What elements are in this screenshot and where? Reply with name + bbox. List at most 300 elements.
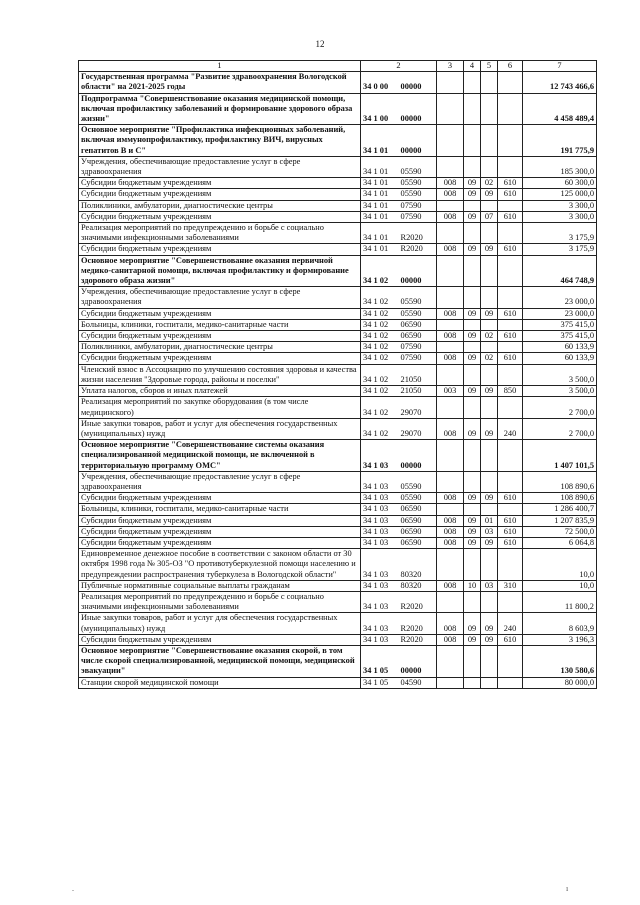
row-grbs-cell xyxy=(437,342,464,353)
row-grbs-cell xyxy=(437,125,464,157)
row-grbs-cell xyxy=(437,223,464,244)
row-grbs-cell xyxy=(437,504,464,515)
row-section-cell: 09 xyxy=(464,353,481,364)
row-subsection-cell: 02 xyxy=(481,331,498,342)
row-section-cell xyxy=(464,645,481,677)
table-row xyxy=(79,319,597,330)
row-name-cell: Подпрограмма "Совершенствование оказания медицинской помощи, включая профилактику заболеваний и формирование здорового образа жизни" xyxy=(79,93,361,125)
row-target-code-cell: 34 1 03 xyxy=(361,493,399,504)
row-name-cell: Субсидии бюджетным учреждениям xyxy=(79,353,361,364)
row-name-cell: Учреждения, обеспечивающие предоставление услуг в сфере здравоохранения xyxy=(79,287,361,308)
row-grbs-cell xyxy=(437,471,464,492)
row-name-cell: Основное мероприятие "Профилактика инфекционных заболеваний, включая иммунопрофилактику, профилактику ВИЧ, вирусных гепатитов В и С" xyxy=(79,125,361,157)
row-section-cell: 09 xyxy=(464,613,481,634)
row-target-code-cell: 34 1 02 xyxy=(361,287,399,308)
row-expense-type-cell xyxy=(498,125,523,157)
row-name-cell: Станции скорой медицинской помощи xyxy=(79,677,361,688)
header-col-5: 5 xyxy=(481,61,498,72)
row-name-cell: Основное мероприятие "Совершенствование оказания скорой, в том числе скорой специализированной, медицинской помощи, медицинской эвакуации" xyxy=(79,645,361,677)
row-name-cell: Поликлиники, амбулатории, диагностические центры xyxy=(79,200,361,211)
row-subsection-cell: 01 xyxy=(481,515,498,526)
row-subsection-cell xyxy=(481,364,498,385)
header-col-1: 1 xyxy=(79,61,361,72)
row-direction-code-cell: R2020 xyxy=(399,223,437,244)
row-direction-code-cell: 05590 xyxy=(399,308,437,319)
row-direction-code-cell: 06590 xyxy=(399,526,437,537)
row-name-cell: Субсидии бюджетным учреждениям xyxy=(79,526,361,537)
row-target-code-cell: 34 1 03 xyxy=(361,634,399,645)
row-name-cell: Субсидии бюджетным учреждениям xyxy=(79,537,361,548)
row-name-cell: Субсидии бюджетным учреждениям xyxy=(79,308,361,319)
row-direction-code-cell: 07590 xyxy=(399,342,437,353)
row-direction-code-cell: 00000 xyxy=(399,93,437,125)
row-section-cell: 09 xyxy=(464,634,481,645)
row-subsection-cell xyxy=(481,287,498,308)
row-name-cell: Реализация мероприятий по закупке оборудования (в том числе медицинского) xyxy=(79,397,361,418)
row-amount-cell: 2 700,0 xyxy=(523,418,597,439)
table-row xyxy=(79,308,597,319)
row-amount-cell: 464 748,9 xyxy=(523,255,597,287)
table-row xyxy=(79,223,597,244)
row-expense-type-cell: 610 xyxy=(498,244,523,255)
table-row xyxy=(79,72,597,93)
row-section-cell xyxy=(464,72,481,93)
row-direction-code-cell: 06590 xyxy=(399,319,437,330)
row-name-cell: Учреждения, обеспечивающие предоставление услуг в сфере здравоохранения xyxy=(79,471,361,492)
table-row xyxy=(79,515,597,526)
row-subsection-cell: 03 xyxy=(481,580,498,591)
row-subsection-cell: 09 xyxy=(481,634,498,645)
row-direction-code-cell: R2020 xyxy=(399,634,437,645)
scan-mark-left: . xyxy=(72,884,74,893)
row-subsection-cell xyxy=(481,645,498,677)
row-expense-type-cell xyxy=(498,223,523,244)
row-section-cell: 09 xyxy=(464,331,481,342)
row-target-code-cell: 34 1 03 xyxy=(361,613,399,634)
table-row xyxy=(79,580,597,591)
header-col-4: 4 xyxy=(464,61,481,72)
header-row xyxy=(79,61,597,72)
row-target-code-cell: 34 1 03 xyxy=(361,580,399,591)
row-amount-cell: 375 415,0 xyxy=(523,319,597,330)
row-direction-code-cell: 05590 xyxy=(399,189,437,200)
header-col-6: 6 xyxy=(498,61,523,72)
row-section-cell: 09 xyxy=(464,526,481,537)
row-target-code-cell: 34 1 03 xyxy=(361,504,399,515)
row-subsection-cell: 09 xyxy=(481,244,498,255)
row-amount-cell: 11 800,2 xyxy=(523,591,597,612)
row-section-cell: 09 xyxy=(464,537,481,548)
row-target-code-cell: 34 1 02 xyxy=(361,331,399,342)
table-row xyxy=(79,504,597,515)
row-expense-type-cell xyxy=(498,200,523,211)
row-target-code-cell: 34 1 01 xyxy=(361,156,399,177)
table-row xyxy=(79,526,597,537)
row-subsection-cell xyxy=(481,255,498,287)
table-row xyxy=(79,255,597,287)
row-name-cell: Субсидии бюджетным учреждениям xyxy=(79,189,361,200)
row-subsection-cell xyxy=(481,93,498,125)
page-number: 12 xyxy=(315,39,325,49)
row-target-code-cell: 34 1 02 xyxy=(361,386,399,397)
row-expense-type-cell xyxy=(498,471,523,492)
row-name-cell: Субсидии бюджетным учреждениям xyxy=(79,331,361,342)
row-direction-code-cell: 06590 xyxy=(399,515,437,526)
row-name-cell: Субсидии бюджетным учреждениям xyxy=(79,634,361,645)
row-subsection-cell: 02 xyxy=(481,353,498,364)
row-grbs-cell xyxy=(437,93,464,125)
row-target-code-cell: 34 1 02 xyxy=(361,353,399,364)
row-target-code-cell: 34 1 02 xyxy=(361,342,399,353)
row-target-code-cell: 34 1 00 xyxy=(361,93,399,125)
row-subsection-cell xyxy=(481,471,498,492)
row-direction-code-cell: 21050 xyxy=(399,364,437,385)
row-name-cell: Основное мероприятие "Совершенствование системы оказания специализированной медицинской помощи, не включенной в территориальную программу ОМС" xyxy=(79,440,361,472)
table-row xyxy=(79,440,597,472)
row-subsection-cell xyxy=(481,591,498,612)
row-target-code-cell: 34 1 02 xyxy=(361,418,399,439)
table-row xyxy=(79,211,597,222)
row-direction-code-cell: 06590 xyxy=(399,331,437,342)
row-subsection-cell xyxy=(481,549,498,581)
row-section-cell xyxy=(464,364,481,385)
row-amount-cell: 3 196,3 xyxy=(523,634,597,645)
header-col-7: 7 xyxy=(523,61,597,72)
row-grbs-cell: 008 xyxy=(437,526,464,537)
row-grbs-cell xyxy=(437,397,464,418)
row-grbs-cell: 008 xyxy=(437,493,464,504)
row-expense-type-cell: 610 xyxy=(498,537,523,548)
row-grbs-cell xyxy=(437,156,464,177)
row-grbs-cell: 008 xyxy=(437,211,464,222)
row-name-cell: Больницы, клиники, госпитали, медико-санитарные части xyxy=(79,319,361,330)
table-row xyxy=(79,200,597,211)
row-amount-cell: 4 458 489,4 xyxy=(523,93,597,125)
table-row xyxy=(79,634,597,645)
row-expense-type-cell xyxy=(498,72,523,93)
row-target-code-cell: 34 0 00 xyxy=(361,72,399,93)
row-expense-type-cell xyxy=(498,549,523,581)
table-row xyxy=(79,353,597,364)
row-expense-type-cell xyxy=(498,255,523,287)
row-name-cell: Иные закупки товаров, работ и услуг для обеспечения государственных (муниципальных) нужд xyxy=(79,613,361,634)
row-amount-cell: 375 415,0 xyxy=(523,331,597,342)
row-target-code-cell: 34 1 01 xyxy=(361,125,399,157)
row-section-cell: 09 xyxy=(464,418,481,439)
row-target-code-cell: 34 1 02 xyxy=(361,397,399,418)
row-target-code-cell: 34 1 02 xyxy=(361,364,399,385)
row-direction-code-cell: 05590 xyxy=(399,156,437,177)
row-direction-code-cell: 29070 xyxy=(399,418,437,439)
row-subsection-cell xyxy=(481,342,498,353)
row-name-cell: Иные закупки товаров, работ и услуг для обеспечения государственных (муниципальных) нужд xyxy=(79,418,361,439)
row-expense-type-cell xyxy=(498,342,523,353)
row-subsection-cell xyxy=(481,677,498,688)
table-row xyxy=(79,287,597,308)
row-section-cell xyxy=(464,223,481,244)
row-amount-cell: 10,0 xyxy=(523,549,597,581)
row-grbs-cell: 008 xyxy=(437,634,464,645)
row-target-code-cell: 34 1 03 xyxy=(361,549,399,581)
budget-table-body xyxy=(79,61,597,689)
table-row xyxy=(79,178,597,189)
row-direction-code-cell: 00000 xyxy=(399,440,437,472)
row-grbs-cell xyxy=(437,645,464,677)
row-expense-type-cell: 610 xyxy=(498,189,523,200)
row-grbs-cell xyxy=(437,591,464,612)
row-amount-cell: 60 133,9 xyxy=(523,342,597,353)
row-amount-cell: 10,0 xyxy=(523,580,597,591)
row-amount-cell: 3 500,0 xyxy=(523,364,597,385)
row-expense-type-cell: 610 xyxy=(498,211,523,222)
row-target-code-cell: 34 1 01 xyxy=(361,223,399,244)
row-subsection-cell xyxy=(481,72,498,93)
row-grbs-cell xyxy=(437,72,464,93)
row-expense-type-cell: 610 xyxy=(498,634,523,645)
row-section-cell: 09 xyxy=(464,244,481,255)
row-grbs-cell: 008 xyxy=(437,613,464,634)
row-expense-type-cell: 610 xyxy=(498,353,523,364)
row-section-cell xyxy=(464,397,481,418)
table-row xyxy=(79,93,597,125)
row-name-cell: Учреждения, обеспечивающие предоставление услуг в сфере здравоохранения xyxy=(79,156,361,177)
row-grbs-cell xyxy=(437,319,464,330)
row-amount-cell: 3 500,0 xyxy=(523,386,597,397)
row-amount-cell: 3 175,9 xyxy=(523,244,597,255)
table-row xyxy=(79,342,597,353)
row-grbs-cell xyxy=(437,677,464,688)
row-expense-type-cell xyxy=(498,397,523,418)
row-section-cell xyxy=(464,156,481,177)
row-grbs-cell: 008 xyxy=(437,515,464,526)
row-name-cell: Единовременное денежное пособие в соответствии с законом области от 30 октября 1998 года № 305-ОЗ "О противотуберкулезной помощи населению и предупреждении распространения туберкулеза в Вологодской области" xyxy=(79,549,361,581)
row-subsection-cell: 09 xyxy=(481,613,498,634)
row-direction-code-cell: 06590 xyxy=(399,537,437,548)
row-subsection-cell xyxy=(481,156,498,177)
row-target-code-cell: 34 1 03 xyxy=(361,591,399,612)
row-name-cell: Реализация мероприятий по предупреждению и борьбе с социально значимыми инфекционными заболеваниями xyxy=(79,591,361,612)
row-amount-cell: 23 000,0 xyxy=(523,287,597,308)
row-subsection-cell xyxy=(481,504,498,515)
row-section-cell xyxy=(464,471,481,492)
row-section-cell xyxy=(464,319,481,330)
row-grbs-cell xyxy=(437,364,464,385)
row-grbs-cell: 008 xyxy=(437,537,464,548)
row-expense-type-cell xyxy=(498,93,523,125)
row-direction-code-cell: 05590 xyxy=(399,493,437,504)
row-name-cell: Субсидии бюджетным учреждениям xyxy=(79,493,361,504)
row-name-cell: Субсидии бюджетным учреждениям xyxy=(79,515,361,526)
row-expense-type-cell: 610 xyxy=(498,526,523,537)
row-subsection-cell xyxy=(481,397,498,418)
row-expense-type-cell: 610 xyxy=(498,178,523,189)
row-target-code-cell: 34 1 02 xyxy=(361,319,399,330)
row-target-code-cell: 34 1 03 xyxy=(361,526,399,537)
table-row xyxy=(79,591,597,612)
row-amount-cell: 191 775,9 xyxy=(523,125,597,157)
row-expense-type-cell xyxy=(498,504,523,515)
row-direction-code-cell: 07590 xyxy=(399,353,437,364)
row-subsection-cell xyxy=(481,440,498,472)
table-row xyxy=(79,493,597,504)
row-subsection-cell: 09 xyxy=(481,308,498,319)
row-grbs-cell: 008 xyxy=(437,580,464,591)
row-amount-cell: 1 286 400,7 xyxy=(523,504,597,515)
row-amount-cell: 12 743 466,6 xyxy=(523,72,597,93)
row-section-cell xyxy=(464,504,481,515)
table-row xyxy=(79,397,597,418)
row-expense-type-cell: 240 xyxy=(498,418,523,439)
row-subsection-cell: 09 xyxy=(481,537,498,548)
row-amount-cell: 6 064,8 xyxy=(523,537,597,548)
row-section-cell: 09 xyxy=(464,493,481,504)
row-target-code-cell: 34 1 01 xyxy=(361,178,399,189)
row-expense-type-cell xyxy=(498,440,523,472)
row-amount-cell: 2 700,0 xyxy=(523,397,597,418)
row-amount-cell: 1 207 835,9 xyxy=(523,515,597,526)
row-section-cell xyxy=(464,549,481,581)
row-direction-code-cell: 07590 xyxy=(399,200,437,211)
row-grbs-cell: 008 xyxy=(437,244,464,255)
row-expense-type-cell: 610 xyxy=(498,493,523,504)
row-grbs-cell xyxy=(437,287,464,308)
row-amount-cell: 130 580,6 xyxy=(523,645,597,677)
row-amount-cell: 72 500,0 xyxy=(523,526,597,537)
row-section-cell: 09 xyxy=(464,189,481,200)
row-amount-cell: 1 407 101,5 xyxy=(523,440,597,472)
row-direction-code-cell: 05590 xyxy=(399,471,437,492)
row-grbs-cell: 008 xyxy=(437,331,464,342)
table-row xyxy=(79,549,597,581)
row-grbs-cell xyxy=(437,440,464,472)
row-target-code-cell: 34 1 03 xyxy=(361,515,399,526)
row-expense-type-cell: 610 xyxy=(498,331,523,342)
row-subsection-cell xyxy=(481,319,498,330)
header-col-2: 2 xyxy=(361,61,437,72)
row-subsection-cell: 09 xyxy=(481,189,498,200)
row-direction-code-cell: 05590 xyxy=(399,178,437,189)
row-section-cell: 09 xyxy=(464,386,481,397)
row-subsection-cell: 03 xyxy=(481,526,498,537)
row-amount-cell: 3 300,0 xyxy=(523,211,597,222)
row-direction-code-cell: 80320 xyxy=(399,549,437,581)
row-name-cell: Субсидии бюджетным учреждениям xyxy=(79,244,361,255)
row-name-cell: Больницы, клиники, госпитали, медико-санитарные части xyxy=(79,504,361,515)
row-expense-type-cell: 310 xyxy=(498,580,523,591)
row-expense-type-cell: 240 xyxy=(498,613,523,634)
row-section-cell xyxy=(464,591,481,612)
row-direction-code-cell: 21050 xyxy=(399,386,437,397)
row-name-cell: Членский взнос в Ассоциацию по улучшению состояния здоровья и качества жизни населения "Здоровые города, районы и поселки" xyxy=(79,364,361,385)
row-expense-type-cell: 610 xyxy=(498,308,523,319)
row-amount-cell: 3 300,0 xyxy=(523,200,597,211)
row-expense-type-cell xyxy=(498,319,523,330)
row-subsection-cell: 09 xyxy=(481,418,498,439)
row-grbs-cell xyxy=(437,549,464,581)
row-target-code-cell: 34 1 01 xyxy=(361,189,399,200)
row-direction-code-cell: R2020 xyxy=(399,591,437,612)
row-target-code-cell: 34 1 01 xyxy=(361,211,399,222)
row-subsection-cell: 07 xyxy=(481,211,498,222)
table-row xyxy=(79,418,597,439)
row-target-code-cell: 34 1 05 xyxy=(361,645,399,677)
row-direction-code-cell: 07590 xyxy=(399,211,437,222)
row-expense-type-cell xyxy=(498,677,523,688)
table-row xyxy=(79,471,597,492)
row-direction-code-cell: 00000 xyxy=(399,645,437,677)
row-expense-type-cell xyxy=(498,591,523,612)
row-grbs-cell: 008 xyxy=(437,308,464,319)
row-section-cell: 09 xyxy=(464,211,481,222)
row-direction-code-cell: R2020 xyxy=(399,244,437,255)
row-amount-cell: 108 890,6 xyxy=(523,493,597,504)
row-expense-type-cell xyxy=(498,287,523,308)
row-direction-code-cell: 04590 xyxy=(399,677,437,688)
row-target-code-cell: 34 1 02 xyxy=(361,308,399,319)
row-target-code-cell: 34 1 02 xyxy=(361,255,399,287)
row-target-code-cell: 34 1 01 xyxy=(361,244,399,255)
row-name-cell: Государственная программа "Развитие здравоохранения Вологодской области" на 2021-2025 годы xyxy=(79,72,361,93)
row-subsection-cell xyxy=(481,200,498,211)
row-target-code-cell: 34 1 03 xyxy=(361,537,399,548)
table-row xyxy=(79,613,597,634)
row-amount-cell: 60 300,0 xyxy=(523,178,597,189)
row-amount-cell: 125 000,0 xyxy=(523,189,597,200)
row-direction-code-cell: 00000 xyxy=(399,125,437,157)
header-col-3: 3 xyxy=(437,61,464,72)
row-name-cell: Основное мероприятие "Совершенствование оказания первичной медико-санитарной помощи, включая профилактику и формирование здорового образа жизни" xyxy=(79,255,361,287)
row-expense-type-cell xyxy=(498,645,523,677)
row-direction-code-cell: 00000 xyxy=(399,255,437,287)
table-row xyxy=(79,125,597,157)
row-section-cell xyxy=(464,677,481,688)
row-amount-cell: 185 300,0 xyxy=(523,156,597,177)
row-section-cell xyxy=(464,255,481,287)
row-grbs-cell: 008 xyxy=(437,353,464,364)
table-row xyxy=(79,244,597,255)
row-direction-code-cell: 80320 xyxy=(399,580,437,591)
row-subsection-cell xyxy=(481,223,498,244)
row-section-cell xyxy=(464,93,481,125)
row-grbs-cell: 008 xyxy=(437,178,464,189)
row-section-cell xyxy=(464,342,481,353)
row-direction-code-cell: 06590 xyxy=(399,504,437,515)
row-subsection-cell: 09 xyxy=(481,386,498,397)
row-subsection-cell xyxy=(481,125,498,157)
row-expense-type-cell xyxy=(498,364,523,385)
row-target-code-cell: 34 1 01 xyxy=(361,200,399,211)
row-direction-code-cell: 00000 xyxy=(399,72,437,93)
row-name-cell: Субсидии бюджетным учреждениям xyxy=(79,211,361,222)
row-target-code-cell: 34 1 03 xyxy=(361,440,399,472)
row-section-cell xyxy=(464,440,481,472)
row-amount-cell: 3 175,9 xyxy=(523,223,597,244)
row-amount-cell: 23 000,0 xyxy=(523,308,597,319)
row-section-cell xyxy=(464,287,481,308)
row-grbs-cell: 008 xyxy=(437,189,464,200)
table-row xyxy=(79,156,597,177)
row-section-cell: 09 xyxy=(464,178,481,189)
row-name-cell: Публичные нормативные социальные выплаты гражданам xyxy=(79,580,361,591)
row-amount-cell: 80 000,0 xyxy=(523,677,597,688)
row-name-cell: Уплата налогов, сборов и иных платежей xyxy=(79,386,361,397)
table-row xyxy=(79,364,597,385)
row-expense-type-cell: 610 xyxy=(498,515,523,526)
row-section-cell: 09 xyxy=(464,515,481,526)
row-grbs-cell xyxy=(437,255,464,287)
row-name-cell: Поликлиники, амбулатории, диагностические центры xyxy=(79,342,361,353)
table-row xyxy=(79,537,597,548)
